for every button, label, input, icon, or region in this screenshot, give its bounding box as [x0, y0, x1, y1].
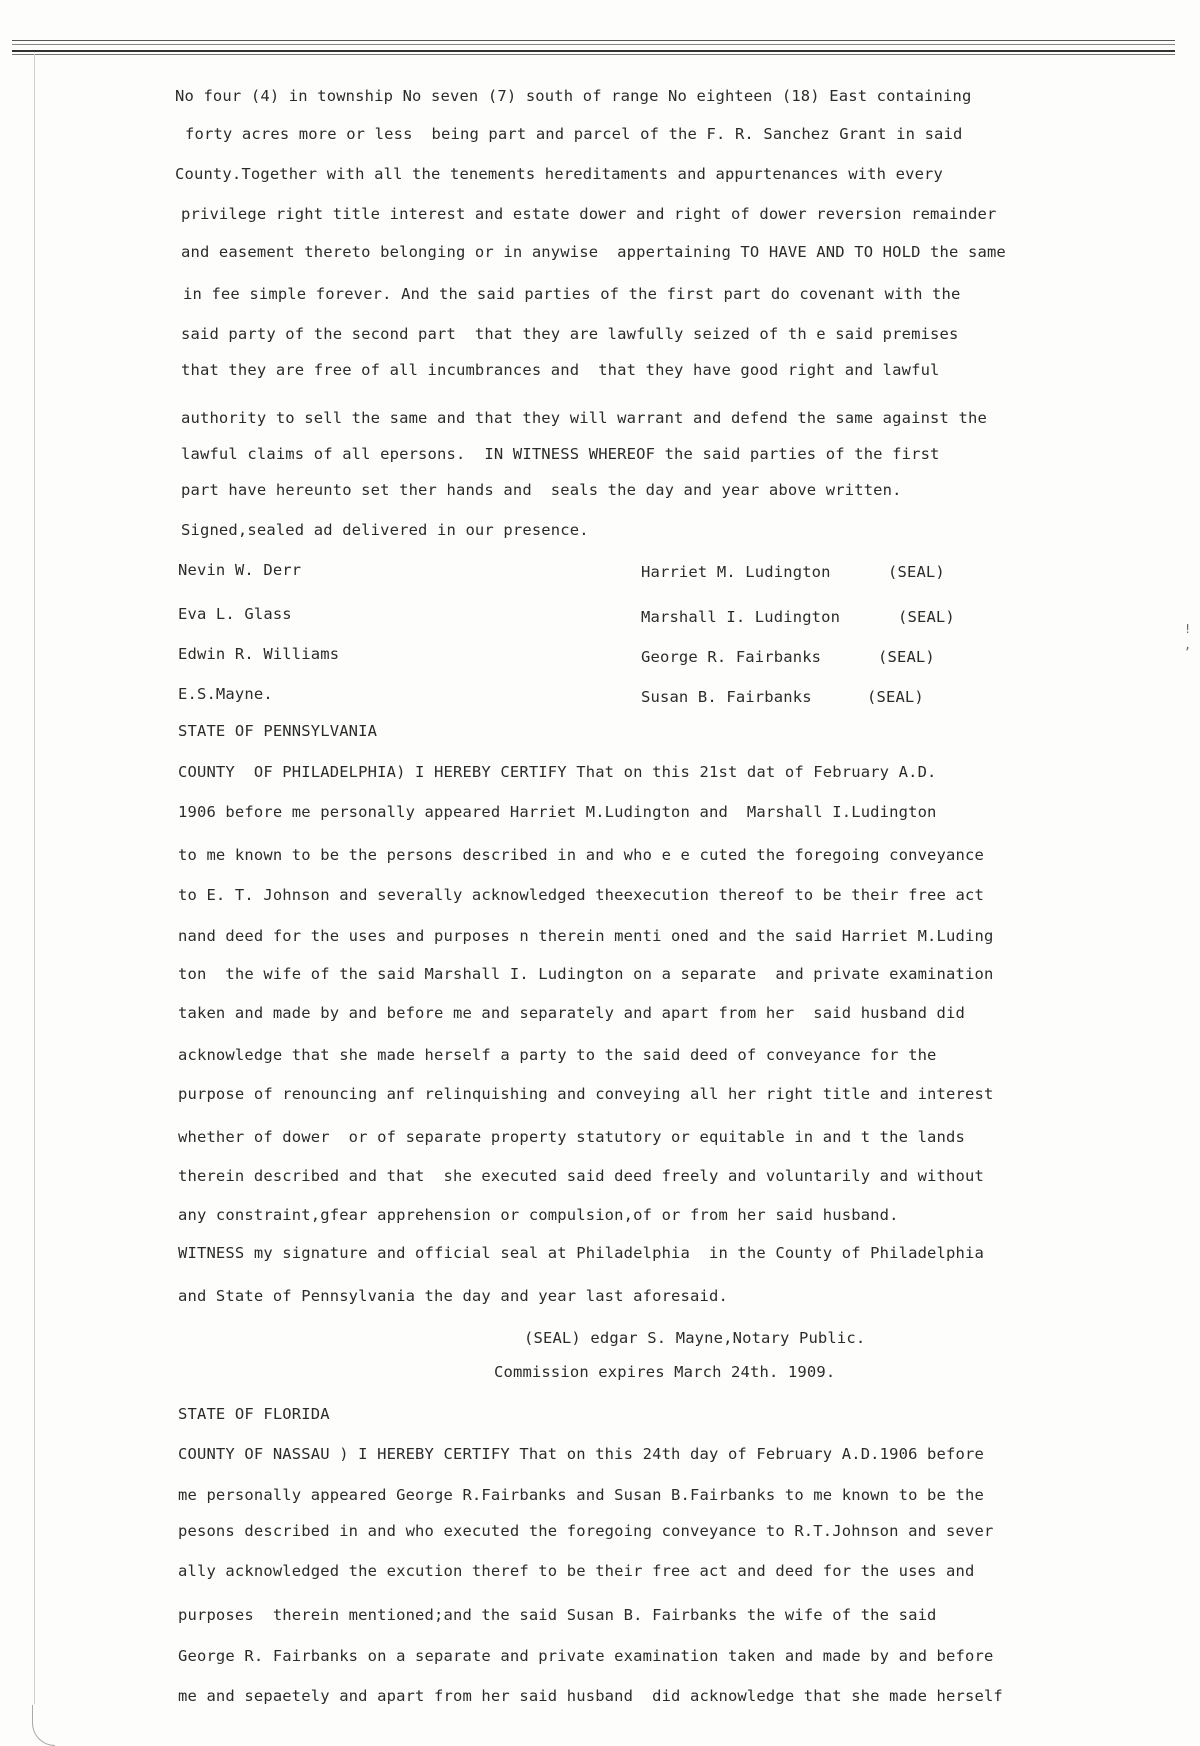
- acknowledgment-line: COUNTY OF NASSAU ) I HEREBY CERTIFY That on this 24th day of February A.D.1906 before: [178, 1445, 984, 1463]
- deed-line: and easement thereto belonging or in anywise appertaining TO HAVE AND TO HOLD the same: [181, 243, 1006, 261]
- acknowledgment-line: STATE OF PENNSYLVANIA: [178, 722, 378, 740]
- signatory-name: Harriet M. Ludington: [641, 563, 831, 581]
- deed-line: forty acres more or less being part and parcel of the F. R. Sanchez Grant in said: [185, 125, 963, 143]
- seal-label: (SEAL): [878, 648, 935, 666]
- deed-line: part have hereunto set ther hands and seals the day and year above written.: [181, 481, 902, 499]
- deed-line: County.Together with all the tenements hereditaments and appurtenances with every: [175, 165, 944, 183]
- acknowledgment-line: COUNTY OF PHILADELPHIA) I HEREBY CERTIFY That on this 21st dat of February A.D.: [178, 763, 937, 781]
- acknowledgment-line: me and sepaetely and apart from her said husband did acknowledge that she made herself: [178, 1687, 1003, 1705]
- witness-name: Nevin W. Derr: [178, 561, 302, 579]
- acknowledgment-line: nand deed for the uses and purposes n therein menti oned and the said Harriet M.Luding: [178, 927, 994, 945]
- acknowledgment-line: ally acknowledged the excution theref to be their free act and deed for the uses and: [178, 1562, 975, 1580]
- seal-label: (SEAL): [888, 563, 945, 581]
- deed-line: Signed,sealed ad delivered in our presence.: [181, 521, 589, 539]
- deed-line: said party of the second part that they are lawfully seized of th e said premises: [181, 325, 959, 343]
- acknowledgment-line: purposes therein mentioned;and the said Susan B. Fairbanks the wife of the said: [178, 1606, 937, 1624]
- acknowledgment-line: George R. Fairbanks on a separate and private examination taken and made by and before: [178, 1647, 994, 1665]
- acknowledgment-line: and State of Pennsylvania the day and year last aforesaid.: [178, 1287, 728, 1305]
- deed-line: lawful claims of all epersons. IN WITNESS WHEREOF the said parties of the first: [181, 445, 940, 463]
- margin-mark: !: [1184, 622, 1192, 636]
- witness-name: Edwin R. Williams: [178, 645, 340, 663]
- acknowledgment-line: WITNESS my signature and official seal at Philadelphia in the County of Philadelphia: [178, 1244, 984, 1262]
- deed-line: No four (4) in township No seven (7) south of range No eighteen (18) East containing: [175, 87, 972, 105]
- acknowledgment-line: me personally appeared George R.Fairbanks and Susan B.Fairbanks to me known to be the: [178, 1486, 984, 1504]
- acknowledgment-line: therein described and that she executed said deed freely and voluntarily and without: [178, 1167, 984, 1185]
- deed-line: that they are free of all incumbrances and that they have good right and lawful: [181, 361, 940, 379]
- acknowledgment-line: ton the wife of the said Marshall I. Ludington on a separate and private examination: [178, 965, 994, 983]
- witness-name: Eva L. Glass: [178, 605, 292, 623]
- deed-line: in fee simple forever. And the said parties of the first part do covenant with the: [183, 285, 961, 303]
- acknowledgment-line: 1906 before me personally appeared Harriet M.Ludington and Marshall I.Ludington: [178, 803, 937, 821]
- top-rule: [12, 50, 1175, 52]
- top-rule: [12, 44, 1175, 45]
- acknowledgment-line: any constraint,gfear apprehension or compulsion,of or from her said husband.: [178, 1206, 899, 1224]
- signatory-name: Susan B. Fairbanks: [641, 688, 812, 706]
- witness-name: E.S.Mayne.: [178, 685, 273, 703]
- deed-line: authority to sell the same and that they will warrant and defend the same against the: [181, 409, 987, 427]
- acknowledgment-line: to me known to be the persons described in and who e e cuted the foregoing conveyance: [178, 846, 984, 864]
- acknowledgment-line: pesons described in and who executed the foregoing conveyance to R.T.Johnson and sever: [178, 1522, 994, 1540]
- seal-label: (SEAL): [898, 608, 955, 626]
- acknowledgment-line: whether of dower or of separate property statutory or equitable in and t the lands: [178, 1128, 965, 1146]
- acknowledgment-line: to E. T. Johnson and severally acknowledged theexecution thereof to be their free act: [178, 886, 984, 904]
- acknowledgment-line: taken and made by and before me and separately and apart from her said husband did: [178, 1004, 965, 1022]
- page-edge: [34, 54, 35, 1704]
- signatory-name: George R. Fairbanks: [641, 648, 822, 666]
- deed-line: privilege right title interest and estate dower and right of dower reversion remainder: [181, 205, 997, 223]
- acknowledgment-line: STATE OF FLORIDA: [178, 1405, 330, 1423]
- seal-label: (SEAL): [867, 688, 924, 706]
- acknowledgment-line: purpose of renouncing anf relinquishing and conveying all her right title and interest: [178, 1085, 994, 1103]
- top-rule: [12, 40, 1175, 41]
- margin-mark: ,: [1184, 638, 1192, 652]
- acknowledgment-line: acknowledge that she made herself a party to the said deed of conveyance for the: [178, 1046, 937, 1064]
- notary-commission: Commission expires March 24th. 1909.: [494, 1363, 836, 1381]
- signatory-name: Marshall I. Ludington: [641, 608, 841, 626]
- top-rule: [12, 54, 1175, 55]
- page-corner-curl: [32, 1705, 55, 1746]
- notary-signature: (SEAL) edgar S. Mayne,Notary Public.: [524, 1329, 866, 1347]
